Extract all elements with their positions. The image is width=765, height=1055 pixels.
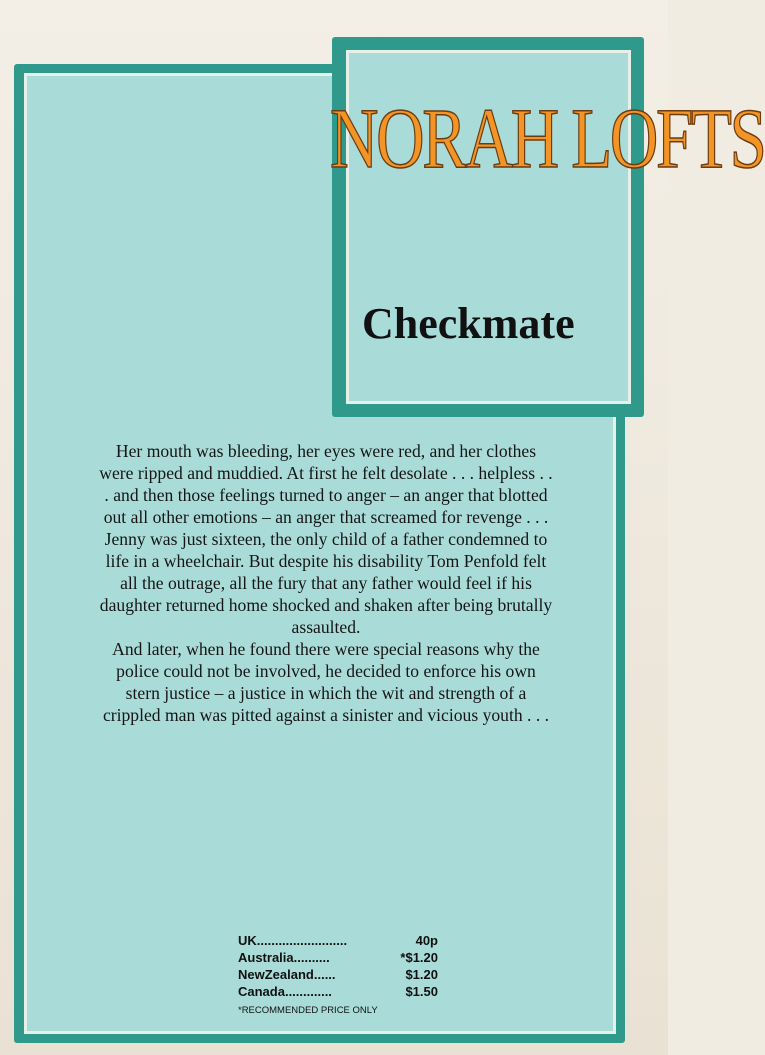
blurb-paragraph-1: Her mouth was bleeding, her eyes were red, and her clothes were ripped and muddied. At first he felt desolate . . . helpless . . . and then those feelings turned to anger – an anger that blotted out all other emotions – an anger that screamed for revenge . . . [99,441,553,527]
price-row-uk [238,932,438,949]
price-row-new-zealand [238,966,438,983]
price-label: UK......................... [238,933,348,948]
price-label: Australia.......... [238,950,330,965]
book-title: Checkmate [362,299,575,348]
price-row-australia [238,949,438,966]
blurb [98,440,554,726]
price-label: Canada............. [238,984,332,999]
price-value: $1.50 [405,984,438,999]
price-row-canada [238,983,438,1000]
price-list [238,932,438,1019]
price-label: NewZealand...... [238,967,336,982]
author-name: NORAH LOFTS [330,90,765,186]
blurb-paragraph-3: And later, when he found there were special reasons why the police could not be involved, he decided to enforce his own stern justice – a justice in which the wit and strength of a crippled man was pitted against a sinister and vicious youth . . . [102,639,550,725]
price-value: $1.20 [405,967,438,982]
price-value: 40p [415,933,438,948]
price-value: *$1.20 [400,950,438,965]
price-note: *RECOMMENDED PRICE ONLY [238,1005,378,1016]
blurb-paragraph-2: Jenny was just sixteen, the only child of a father condemned to life in a wheelchair. But despite his disability Tom Penfold felt all the outrage, all the fury that any father would feel if his daughter returned home shocked and shaken after being brutally assaulted. [99,529,553,637]
